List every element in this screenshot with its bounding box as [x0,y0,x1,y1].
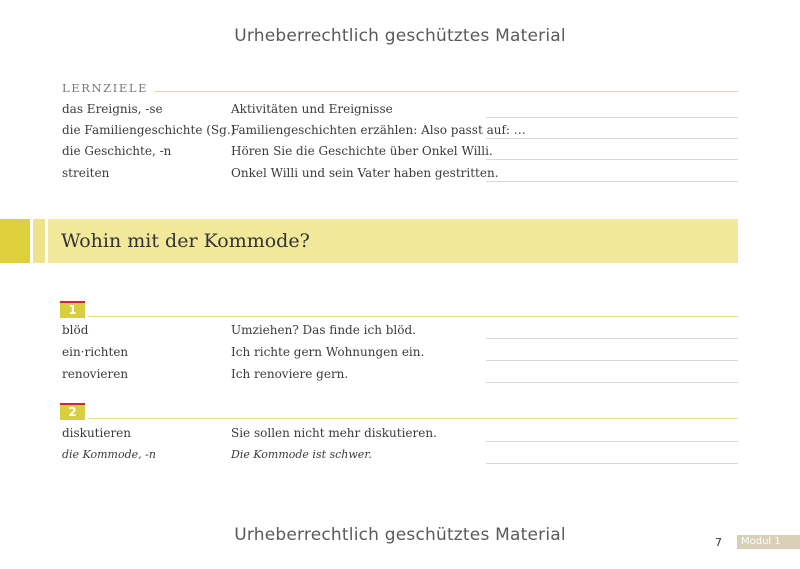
vocab-row [62,426,738,447]
vocab-row [62,345,738,366]
writing-line [486,338,738,339]
vocab-word: diskutieren [62,426,132,440]
vocab-word: renovieren [62,367,129,381]
vocab-example: Hören Sie die Geschichte über Onkel Willi. [231,144,493,158]
vocab-word: streiten [62,166,110,180]
section-1-heading [60,301,738,319]
writing-line [486,382,738,383]
vocab-word: das Ereignis, -se [62,102,163,116]
vocab-example: Ich richte gern Wohnungen ein. [231,345,425,359]
vocab-word: blöd [62,323,89,337]
lernziele-label: LERNZIELE [62,81,154,95]
heading-rule [146,91,738,92]
vocab-word: die Geschichte, -n [62,144,172,158]
lernziele-heading [62,81,738,95]
section-number-badge: 2 [60,403,85,420]
chapter-title: Wohin mit der Kommode? [61,230,310,252]
section-2-heading [60,403,738,421]
chapter-banner [0,219,738,263]
vocab-example: Die Kommode ist schwer. [231,448,372,461]
vocab-word: die Kommode, -n [62,448,156,461]
writing-line [486,117,738,118]
vocab-row [62,123,738,144]
vocab-row [62,323,738,344]
watermark-bottom: Urheberrechtlich geschütztes Material [234,525,566,545]
writing-line [486,441,738,442]
vocab-word: die Familiengeschichte (Sg.) [62,123,236,137]
vocab-example: Aktivitäten und Ereignisse [231,102,393,116]
section-number-badge: 1 [60,301,85,318]
banner-accent-strip [33,219,45,263]
vocab-example: Sie sollen nicht mehr diskutieren. [231,426,437,440]
writing-line [486,360,738,361]
vocab-example: Onkel Willi und sein Vater haben gestritten. [231,166,499,180]
vocab-word: ein·richten [62,345,129,359]
vocab-example: Umziehen? Das finde ich blöd. [231,323,416,337]
vocab-row [62,367,738,388]
writing-line [486,159,738,160]
page-number: 7 [715,536,722,549]
section-rule [88,316,738,317]
vocab-row [62,144,738,165]
writing-line [486,463,738,464]
writing-line [486,138,738,139]
vocab-row [62,102,738,123]
section-rule [88,418,738,419]
banner-accent-block [0,219,30,263]
vocab-example: Familiengeschichten erzählen: Also passt auf: … [231,123,526,137]
watermark-top: Urheberrechtlich geschütztes Material [234,26,566,46]
vocab-row [62,166,738,187]
module-tag: Modul 1 [737,535,800,549]
vocab-example: Ich renoviere gern. [231,367,349,381]
vocab-row [62,448,738,469]
writing-line [486,181,738,182]
